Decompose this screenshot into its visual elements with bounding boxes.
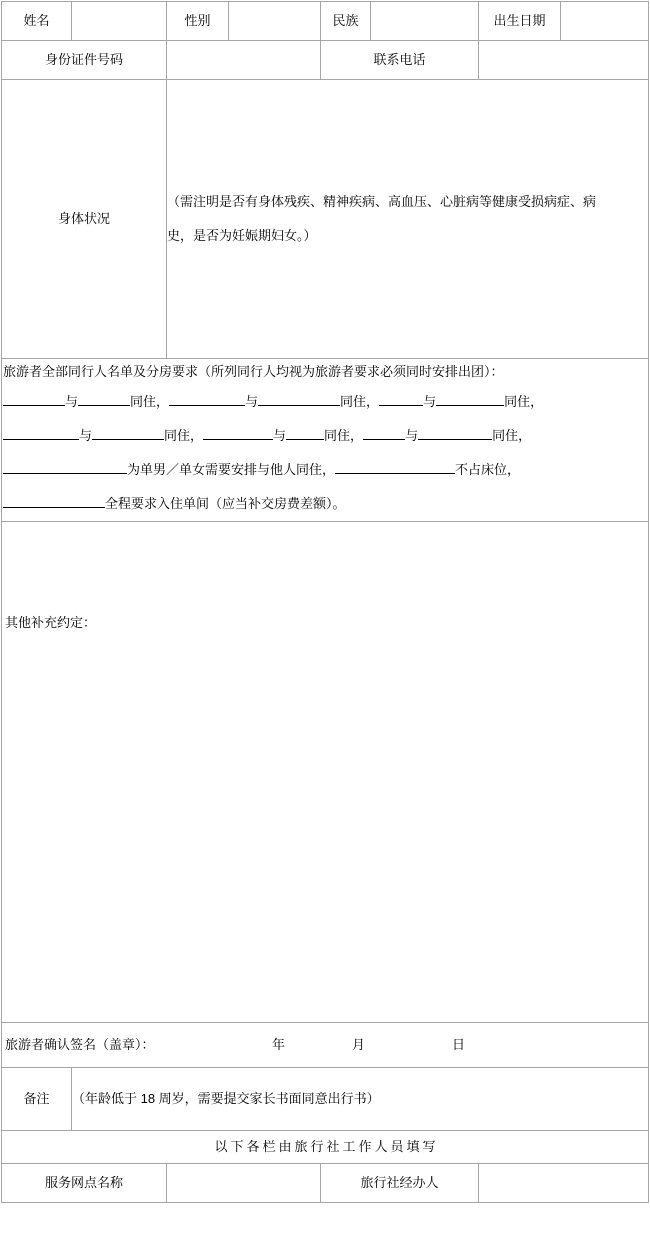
rooming-share-1-1: 同住，	[340, 394, 380, 409]
rooming-blank-2-0a[interactable]	[3, 424, 79, 440]
rooming-blank-2-1b[interactable]	[286, 424, 324, 440]
gender-label: 性别	[167, 2, 229, 41]
ethnicity-label: 民族	[321, 2, 371, 41]
agent-input-cell[interactable]	[479, 1164, 649, 1203]
rooming-share-2-0: 同住，	[164, 428, 204, 443]
signature-year-label: 年	[272, 1037, 286, 1052]
other-agreement-label: 其他补充约定：	[5, 615, 97, 630]
rooming-line-3[interactable]	[2, 453, 648, 487]
phone-label: 联系电话	[321, 41, 479, 80]
rooming-blank-1-2a[interactable]	[379, 390, 423, 406]
branch-name-label: 服务网点名称	[2, 1164, 167, 1203]
rooming-with-1-0: 与	[65, 394, 79, 409]
rooming-blank-4a[interactable]	[3, 492, 105, 508]
name-input-cell[interactable]	[72, 2, 167, 41]
staff-section-banner: 以下各栏由旅行社工作人员填写	[2, 1131, 649, 1164]
rooming-line-2[interactable]	[2, 419, 648, 453]
rooming-share-1-2: 同住，	[504, 394, 544, 409]
rooming-blank-2-2a[interactable]	[363, 424, 405, 440]
health-input-cell[interactable]	[167, 80, 649, 359]
rooming-no-bed-text: 不占床位，	[455, 462, 521, 477]
table-row-signature	[2, 1023, 649, 1068]
rooming-share-1-0: 同住，	[130, 394, 170, 409]
health-note-line-1: （需注明是否有身体残疾、精神疾病、高血压、心脏病等健康受损病症、病	[167, 194, 597, 209]
table-row-other-agreement	[2, 522, 649, 1023]
rooming-with-1-2: 与	[423, 394, 437, 409]
rooming-blank-2-1a[interactable]	[203, 424, 273, 440]
table-row-staff-fields	[2, 1164, 649, 1203]
rooming-blank-3b[interactable]	[335, 458, 455, 474]
rooming-with-2-1: 与	[273, 428, 287, 443]
phone-input-cell[interactable]	[479, 41, 649, 80]
rooming-line-4[interactable]	[2, 487, 648, 521]
rooming-blank-1-2b[interactable]	[436, 390, 504, 406]
ethnicity-input-cell[interactable]	[371, 2, 479, 41]
id-number-input-cell[interactable]	[167, 41, 321, 80]
table-row-staff-banner	[2, 1131, 649, 1164]
rooming-with-2-2: 与	[405, 428, 419, 443]
rooming-blank-2-0b[interactable]	[92, 424, 164, 440]
name-label: 姓名	[2, 2, 72, 41]
health-label: 身体状况	[2, 80, 167, 359]
rooming-blank-2-2b[interactable]	[418, 424, 492, 440]
signature-label: 旅游者确认签名（盖章）：	[5, 1037, 155, 1052]
branch-name-input-cell[interactable]	[167, 1164, 321, 1203]
rooming-section[interactable]	[2, 359, 649, 522]
rooming-share-2-2: 同住，	[492, 428, 532, 443]
table-row-health	[2, 80, 649, 359]
rooming-share-2-1: 同住，	[324, 428, 364, 443]
signature-day-label: 日	[452, 1037, 466, 1052]
signature-month-label: 月	[352, 1037, 366, 1052]
rooming-single-room-text: 全程要求入住单间（应当补交房费差额）。	[105, 496, 346, 511]
health-note-line-2: 史，是否为妊娠期妇女。）	[167, 228, 317, 243]
birthdate-label: 出生日期	[479, 2, 561, 41]
rooming-blank-1-0b[interactable]	[78, 390, 130, 406]
table-row-basic-1	[2, 2, 649, 41]
other-agreement-cell[interactable]	[2, 522, 649, 1023]
rooming-blank-1-0a[interactable]	[3, 390, 65, 406]
rooming-line-1[interactable]	[2, 385, 648, 419]
rooming-blank-1-1a[interactable]	[169, 390, 245, 406]
id-number-label: 身份证件号码	[2, 41, 167, 80]
rooming-title: 旅游者全部同行人名单及分房要求（所列同行人均视为旅游者要求必须同时安排出团）：	[3, 364, 504, 379]
birthdate-input-cell[interactable]	[561, 2, 649, 41]
table-row-basic-2	[2, 41, 649, 80]
rooming-single-gender-text: 为单男／单女需要安排与他人同住，	[127, 462, 336, 477]
table-row-remark	[2, 1068, 649, 1131]
rooming-with-2-0: 与	[79, 428, 93, 443]
gender-input-cell[interactable]	[229, 2, 321, 41]
remark-text: （年龄低于 18 周岁，需要提交家长书面同意出行书）	[72, 1068, 649, 1131]
rooming-blank-1-1b[interactable]	[258, 390, 340, 406]
table-row-rooming	[2, 359, 649, 522]
signature-cell[interactable]	[2, 1023, 649, 1068]
agent-label: 旅行社经办人	[321, 1164, 479, 1203]
remark-label: 备注	[2, 1068, 72, 1131]
rooming-with-1-1: 与	[245, 394, 259, 409]
rooming-blank-3a[interactable]	[3, 458, 127, 474]
traveler-info-table	[1, 1, 649, 1203]
